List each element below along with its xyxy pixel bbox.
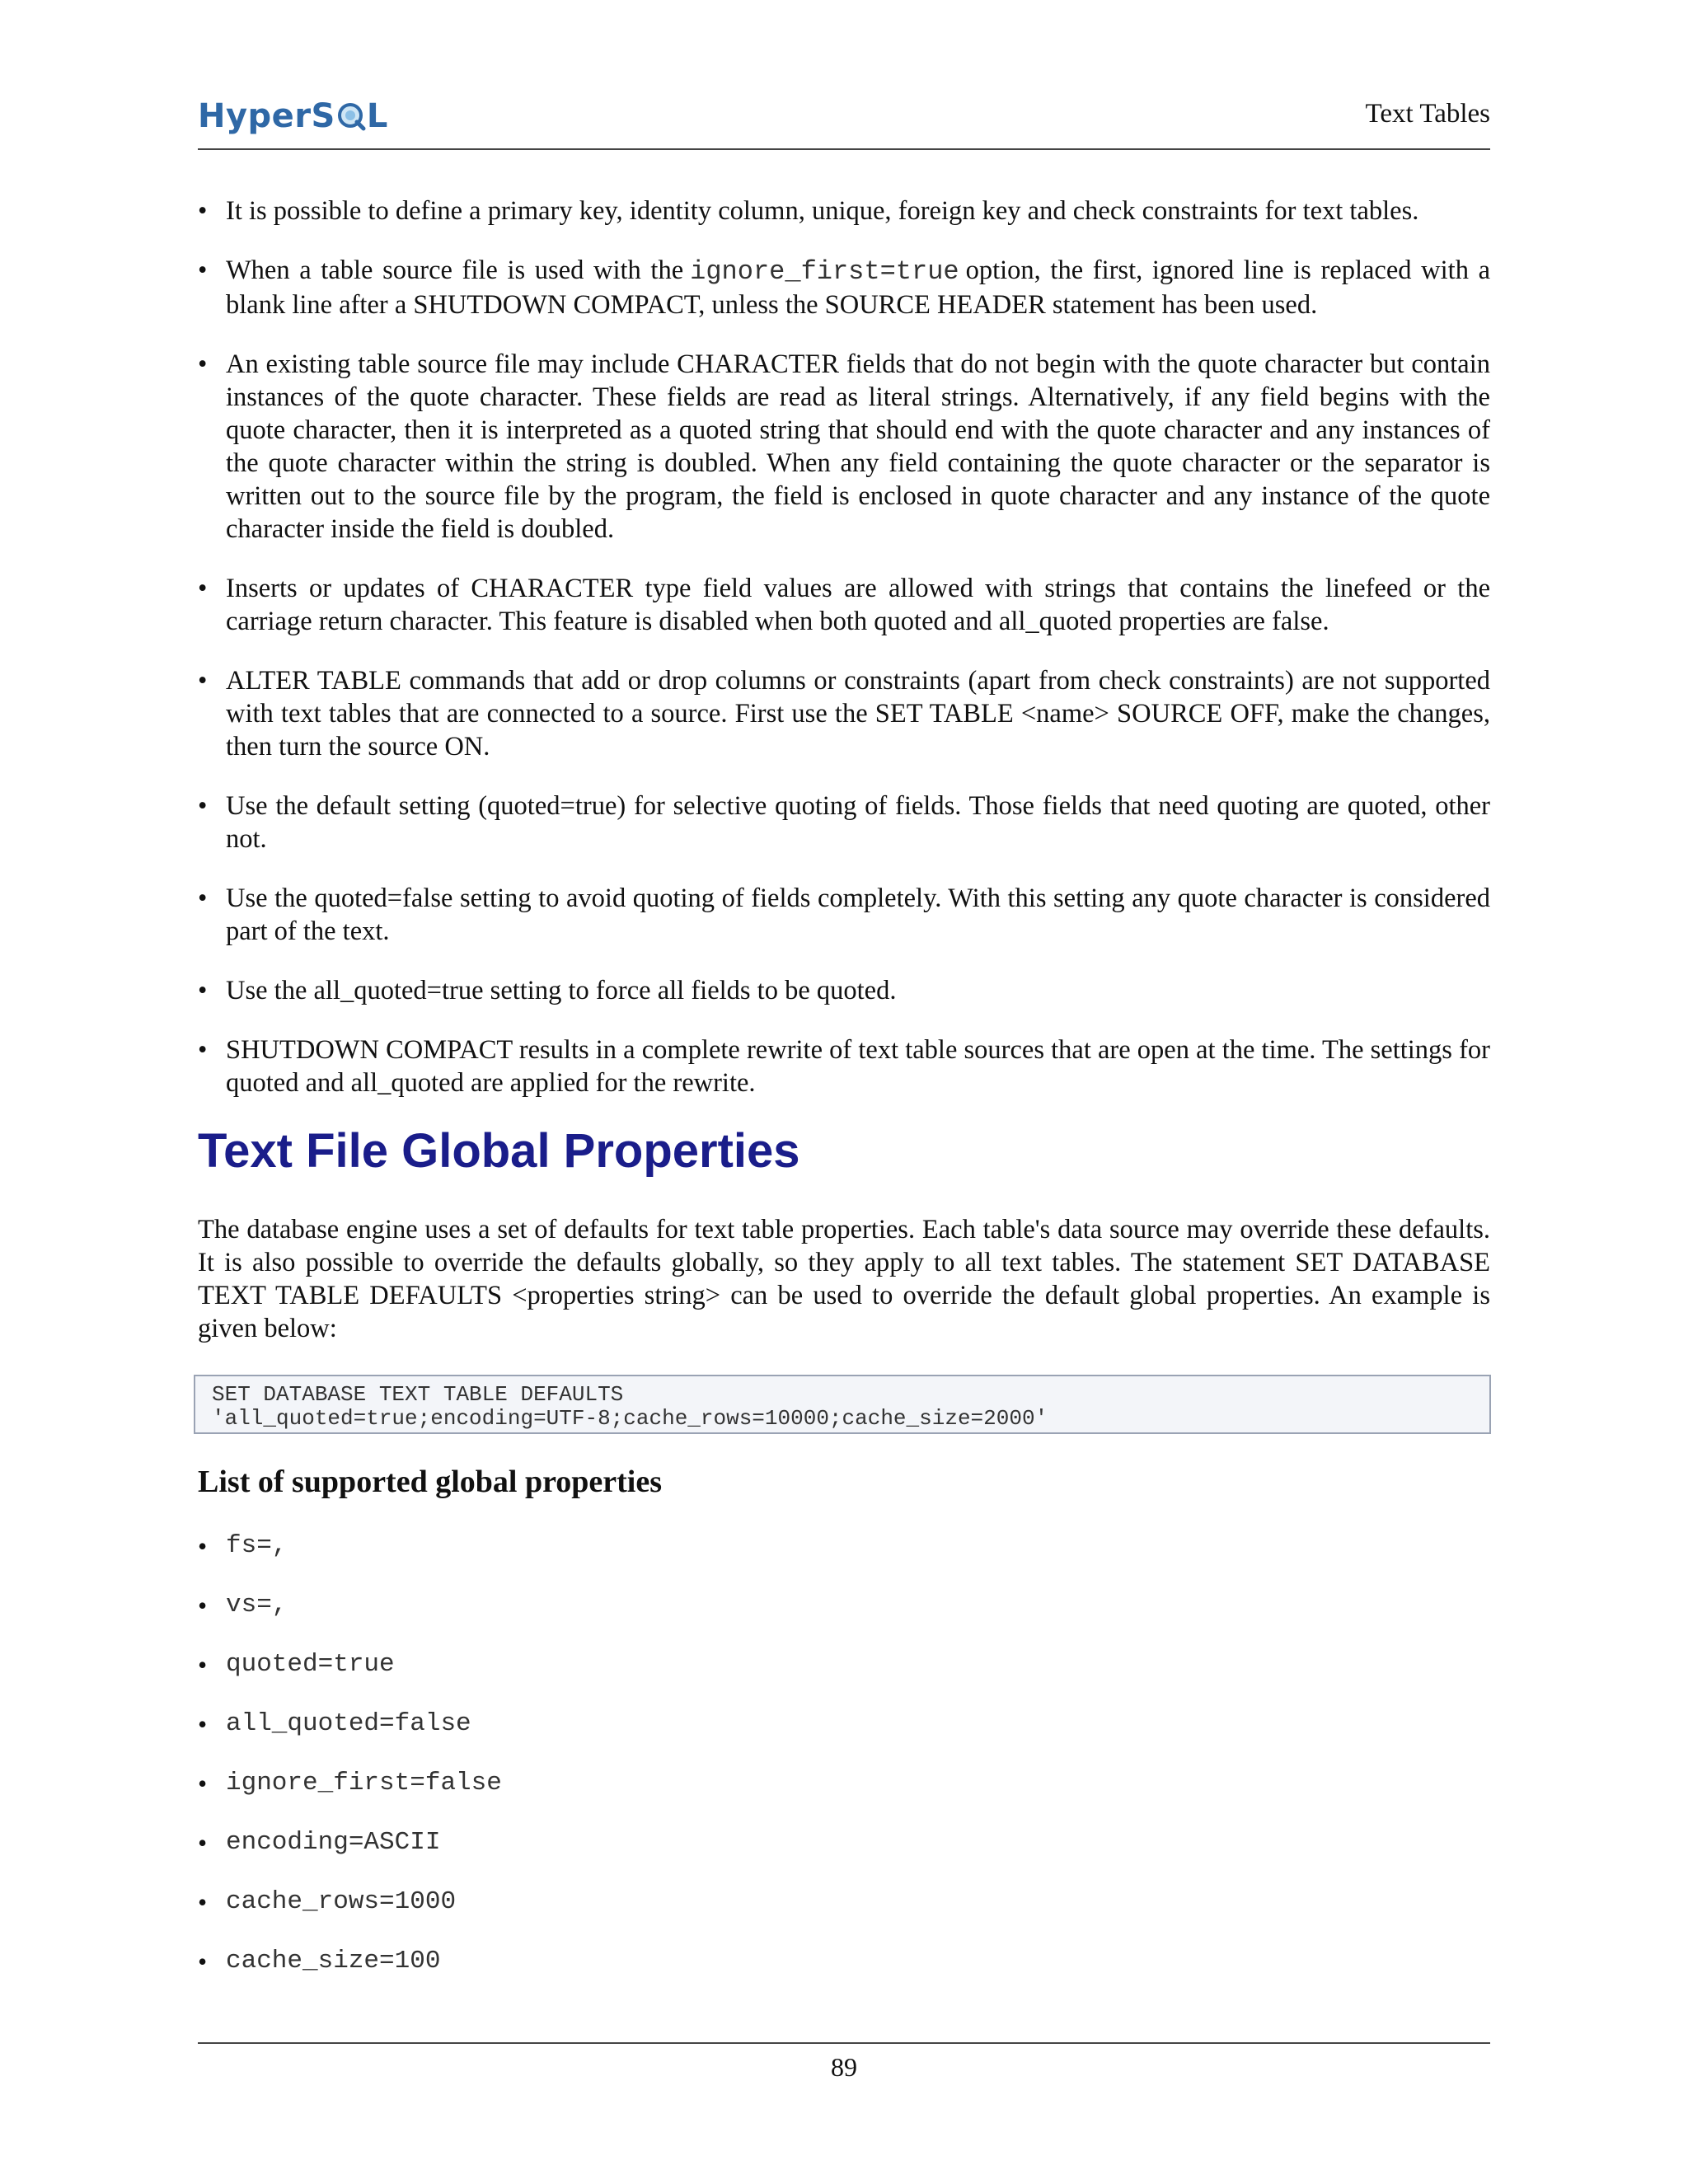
list-item: • Use the all_quoted=true setting to force all fields to be quoted. xyxy=(198,974,1490,1007)
list-item: • When a table source file is used with the ignore_first=true option, the first, ignored line is replaced with a blank line after a SHUTDOWN COMPACT, unless the SOURCE HEADER statement has been used. xyxy=(198,254,1490,321)
list-item: • ignore_first=false xyxy=(198,1767,502,1826)
code-example xyxy=(194,1375,1491,1434)
list-item: • SHUTDOWN COMPACT results in a complete rewrite of text table sources that are open at the time. The settings for quoted and all_quoted are applied for the rewrite. xyxy=(198,1033,1490,1099)
list-item: • all_quoted=false xyxy=(198,1708,502,1767)
bullet-list-section xyxy=(198,194,1490,1126)
section-paragraph: The database engine uses a set of defaults for text table properties. Each table's data source may override these defaults. It is also possible to override the defaults globally, so they apply to all text tables. The statement SET DATABASE TEXT TABLE DEFAULTS <properties string> can be used to override the default global properties. An example is given below: xyxy=(198,1215,1490,1343)
list-item: • ALTER TABLE commands that add or drop columns or constraints (apart from check constraints) are not supported with text tables that are connected to a source. First use the SET TABLE <name> SOURCE OFF, make the changes, then turn the source ON. xyxy=(198,664,1490,763)
code-line: 'all_quoted=true;encoding=UTF-8;cache_rows=10000;cache_size=2000' xyxy=(212,1406,1048,1431)
running-title: Text Tables xyxy=(1365,99,1490,129)
list-item: • fs=, xyxy=(198,1530,502,1589)
list-item: • quoted=true xyxy=(198,1648,502,1708)
hypersql-logo: HyperS L xyxy=(198,97,388,135)
subheading: List of supported global properties xyxy=(198,1465,663,1499)
list-item: • An existing table source file may include CHARACTER fields that do not begin with the quote character but contain instances of the quote character. These fields are read as literal strings. Alternatively, if any field begins with the quote character, then it is interpreted as a quoted string that should end with the quote character and any instances of the quote character within the string is doubled. When any field containing the quote character or the separator is written out to the source file by the program, the field is enclosed in quote character and any instance of the quote character inside the field is doubled. xyxy=(198,348,1490,546)
list-item: • It is possible to define a primary key, identity column, unique, foreign key and check constraints for text tables. xyxy=(198,194,1490,227)
list-item: • Use the default setting (quoted=true) for selective quoting of fields. Those fields that need quoting are quoted, other not. xyxy=(198,790,1490,855)
list-item: • Inserts or updates of CHARACTER type field values are allowed with strings that contains the linefeed or the carriage return character. This feature is disabled when both quoted and all_quoted properties are false. xyxy=(198,572,1490,638)
code-line: SET DATABASE TEXT TABLE DEFAULTS xyxy=(212,1382,624,1407)
footer-rule xyxy=(198,2042,1490,2044)
list-item: • Use the quoted=false setting to avoid quoting of fields completely. With this setting any quote character is considered part of the text. xyxy=(198,882,1490,948)
list-item: • cache_size=100 xyxy=(198,1945,502,2004)
page-header xyxy=(198,91,1490,150)
list-item: • encoding=ASCII xyxy=(198,1826,502,1886)
list-item: • vs=, xyxy=(198,1589,502,1648)
bullet-list xyxy=(198,194,1490,1099)
page-number: 89 xyxy=(831,2052,857,2082)
list-item: • cache_rows=1000 xyxy=(198,1886,502,1945)
magnifier-q-icon xyxy=(336,101,366,131)
properties-list xyxy=(198,1530,502,2004)
inline-code: ignore_first=true xyxy=(690,256,959,287)
section-heading: Text File Global Properties xyxy=(198,1124,800,1178)
